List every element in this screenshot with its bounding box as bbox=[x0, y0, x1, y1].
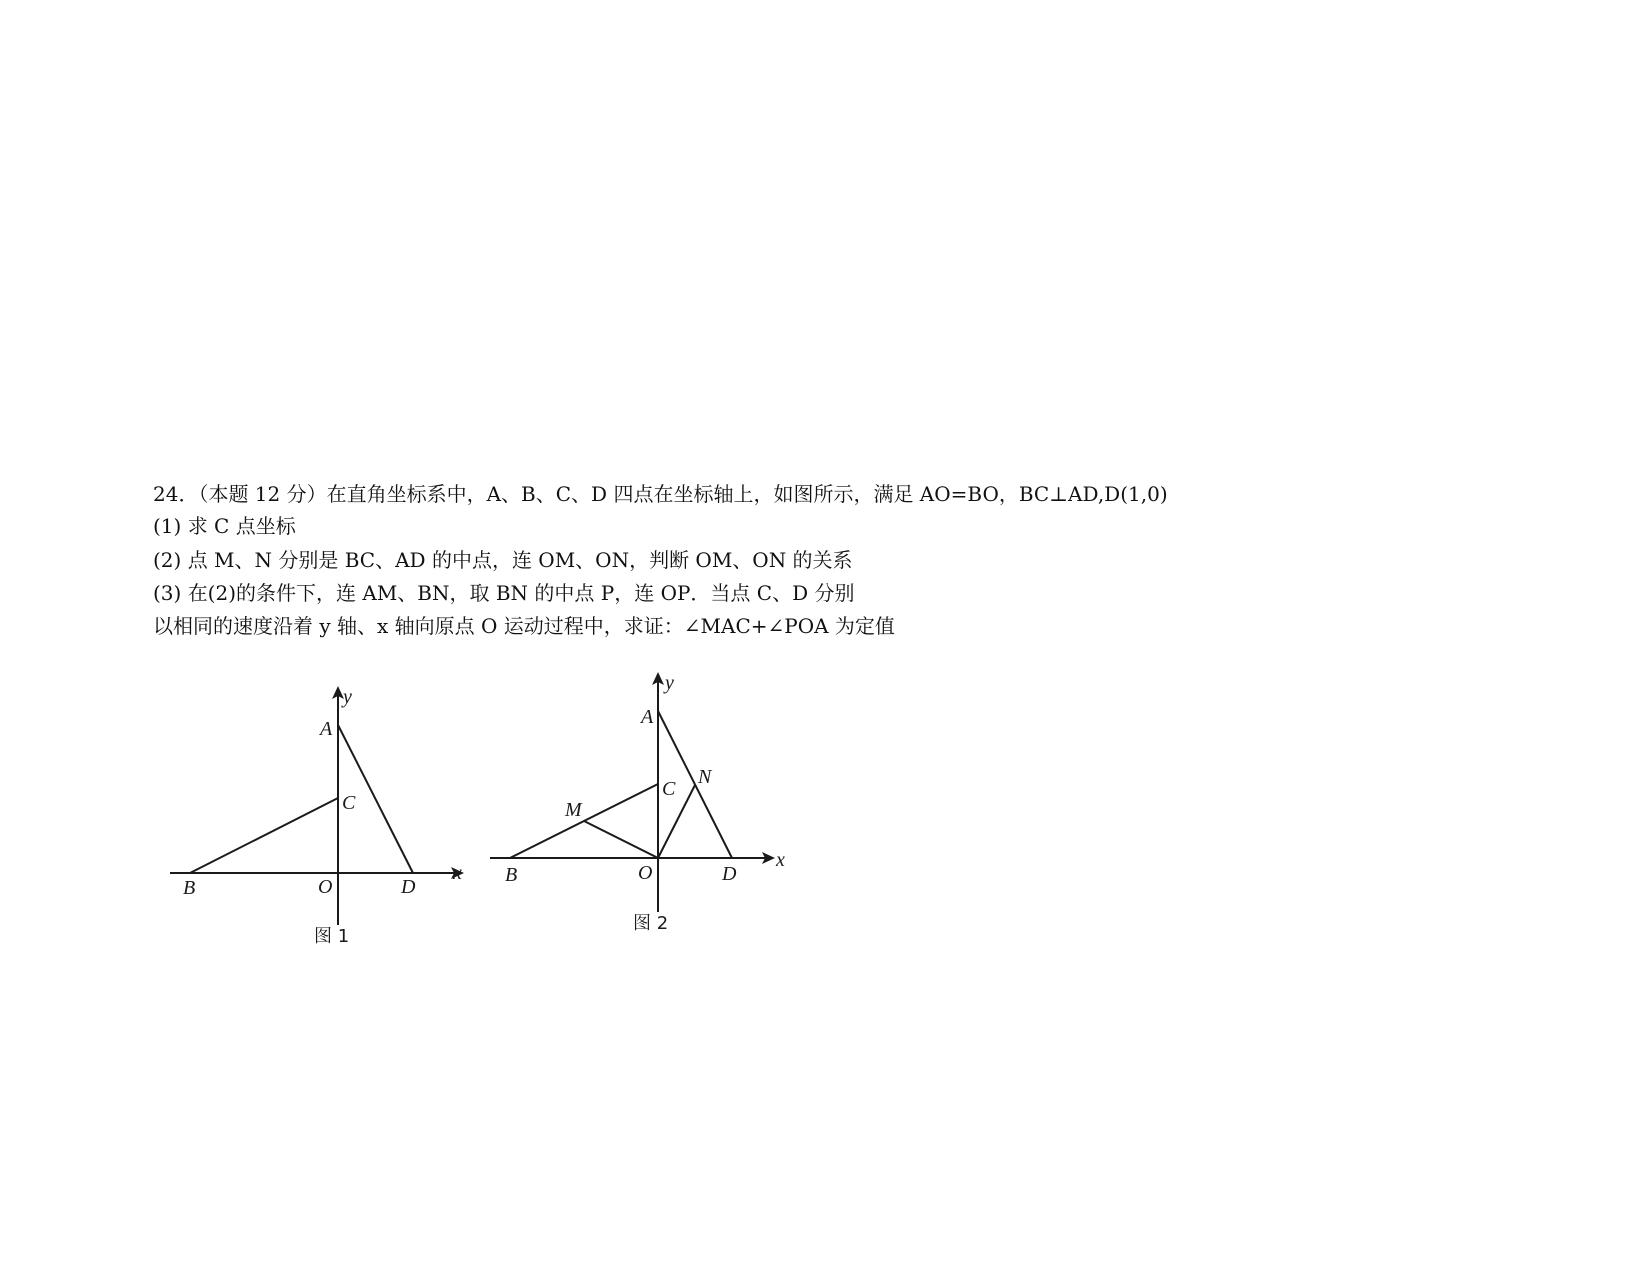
fig2-caption: 图 2 bbox=[633, 913, 669, 934]
fig1-label-x: x bbox=[453, 862, 462, 884]
question-3: (3) 在(2)的条件下，连 AM、BN，取 BN 的中点 P，连 OP．当点 C、D 分别 bbox=[153, 581, 855, 605]
question-2: (2) 点 M、N 分别是 BC、AD 的中点，连 OM、ON，判断 OM、ON 的关系 bbox=[153, 548, 853, 572]
fig2-segment-om bbox=[584, 821, 658, 858]
question-1: (1) 求 C 点坐标 bbox=[153, 514, 296, 538]
fig1-caption: 图 1 bbox=[314, 926, 350, 947]
fig2-label-x: x bbox=[776, 849, 785, 871]
fig2-label-m: M bbox=[565, 799, 582, 821]
fig2-label-d: D bbox=[722, 863, 737, 885]
fig2-label-o: O bbox=[638, 862, 653, 884]
fig1-label-o: O bbox=[318, 876, 333, 898]
fig1-label-b: B bbox=[183, 877, 196, 899]
fig2-label-n: N bbox=[698, 766, 712, 788]
fig2-label-b: B bbox=[505, 864, 518, 886]
fig2-label-c: C bbox=[662, 778, 676, 800]
fig2-label-y: y bbox=[665, 672, 674, 694]
fig1-label-c: C bbox=[342, 792, 356, 814]
fig1-label-y: y bbox=[343, 686, 352, 708]
fig2-label-a: A bbox=[641, 706, 654, 728]
fig1-label-d: D bbox=[401, 876, 416, 898]
fig1-label-a: A bbox=[320, 718, 333, 740]
question-3-continued: 以相同的速度沿着 y 轴、x 轴向原点 O 运动过程中，求证：∠MAC+∠POA 为定值 bbox=[153, 614, 895, 638]
problem-statement: 24．（本题 12 分）在直角坐标系中，A、B、C、D 四点在坐标轴上，如图所示，满足 AO=BO，BC⊥AD,D(1,0) bbox=[153, 482, 1168, 506]
